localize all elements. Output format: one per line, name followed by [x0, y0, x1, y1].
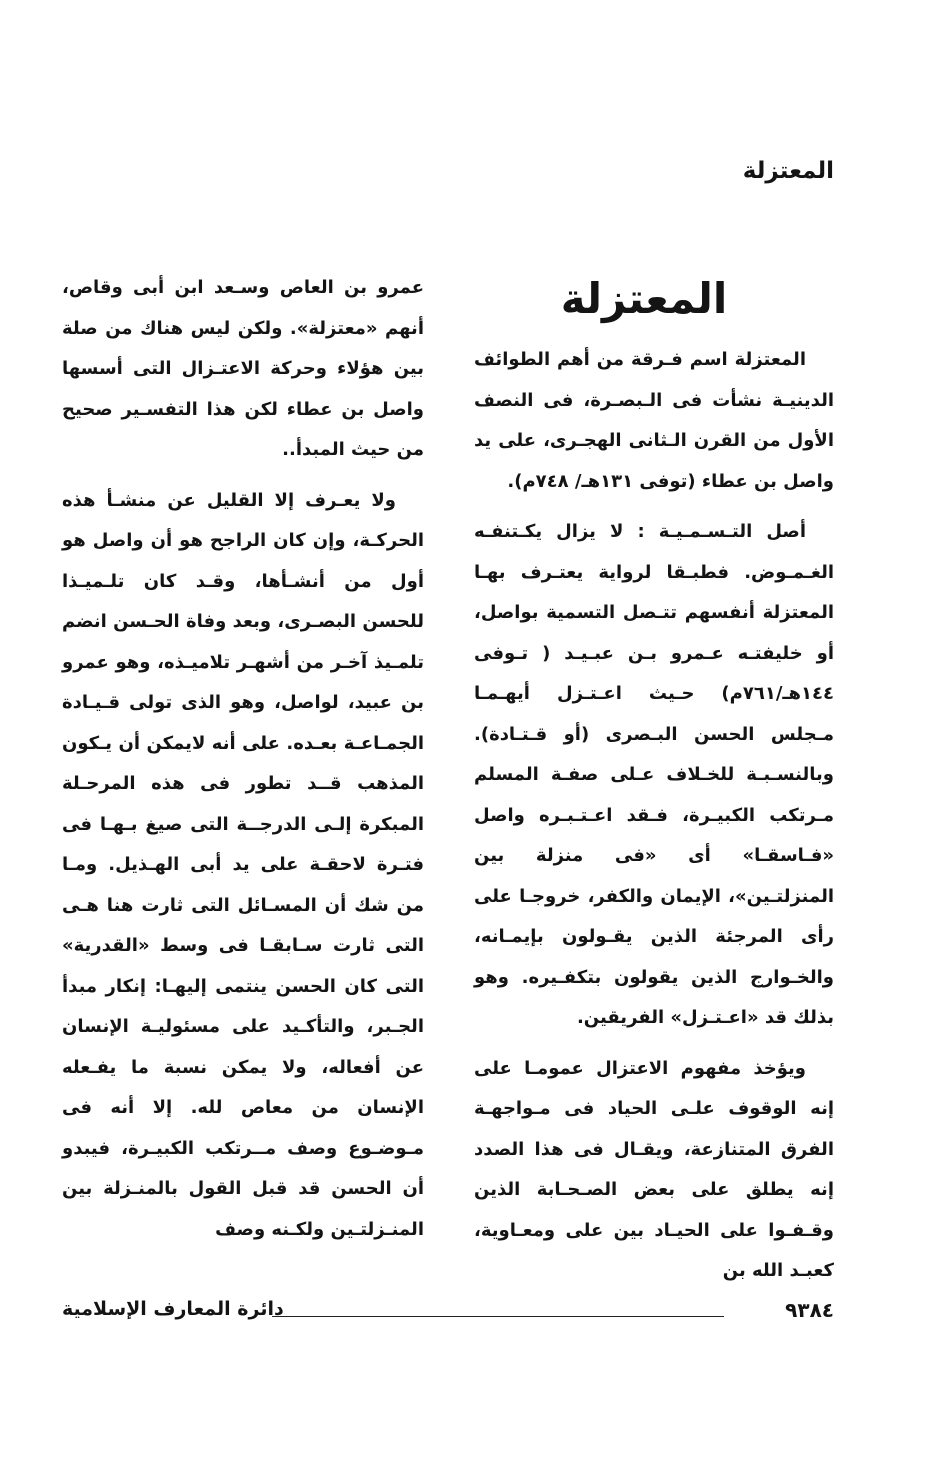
paragraph-naming-origin: أصل التـسـمـيـة : لا يزال يكـتنفـه الغـمـوض. فطبـقا لرواية يعتـرف بهـا المعتزلة أنفسهم تتـصل التسمية بواصل، أو خليفتـه عـمرو بـن عبـيـد ( تـوفى ١٤٤هـ/٧٦١م) حـيث اعـتـزل أيهـمـا مـجلس الحسن البـصرى (أو قـتـادة). وبالنسـبـة للخـلاف عـلى صفـة المسلم مـرتكب الكبيـرة، فـقد اعـتـبـره واصل «فـاسقـا» أى «فى منزلة بين المنزلتـين»، الإيمان والكفر، خروجـا على رأى المرجئة الذين يقـولون بإيمـانه، والخـوارج الذين يقولون بتكفـيره. وهو بذلك قد «اعـتـزل» الفريقين.: [474, 521, 834, 1028]
page-number: ٩٣٨٤: [785, 1298, 834, 1322]
paragraph-concept: ويؤخذ مفهوم الاعتزال عمومـا على إنه الوقوف علـى الحياد فى مـواجهـة الفرق المتنازعة، ويقـال فى هذا الصدد إنه يطلق على بعض الصـحـابة الذين وقـفـوا على الحيـاد بين على ومعـاوية، كعبـد الله بن: [474, 1057, 834, 1281]
paragraph-continuation: عمرو بن العاص وسـعد ابن أبى وقاص، أنهم «معتزلة». ولكن ليس هناك من صلة بين هؤلاء وحركة الاعتـزال التى أسسها واصل بن عطاء لكن هذا التفسـير صحيح من حيث المبدأ..: [62, 277, 424, 460]
publication-title: دائرة المعارف الإسلامية: [62, 1298, 284, 1320]
footer-divider: [272, 1316, 724, 1317]
page-footer: [62, 1298, 834, 1332]
article-title: المعتزلة: [560, 274, 728, 323]
paragraph-movement-origins: ولا يعـرف إلا القليل عن منشـأ هذه الحركـة، وإن كان الراجح هو أن واصل هو أول من أنشـأها، وقـد كان تلـميـذا للحسن البصـرى، وبعد وفاة الحـسن انضم تلمـيذ آخـر من أشهـر تلاميـذه، وهو عمرو بن عبيد، لواصل، وهو الذى تولى قـيـادة الجمـاعـة بعـده. على أنه لايمكن أن يـكون المذهب قــد تطور فى هذه المرحـلة المبكرة إلـى الدرجــة التى صيغ بـهـا فى فتـرة لاحقـة على يد أبى الهـذيل. ومـا من شك أن المسـائل التى ثارت هنا هـى التى ثارت سـابقـا فى وسط «القدرية» التى كان الحسن ينتمى إليهـا: إنكار مبدأ الجـبر، والتأكـيد على مسئوليـة الإنسان عن أفعاله، ولا يمكن نسبة ما يفـعله الإنسان من معاص لله. إلا أنه فى مـوضـوع وصف مــرتكب الكبيـرة، فيبدو أن الحسن قد قبل القول بالمنـزلة بين المنـزلتـين ولكـنه وصف: [62, 489, 424, 1240]
right-column: [474, 268, 834, 1302]
left-column: [62, 268, 424, 1260]
running-head: المعتزلة: [742, 158, 834, 184]
paragraph-definition: المعتزلة اسم فـرقة من أهم الطوائف الدينيـة نشأت فى الـبصـرة، فى النصف الأول من القرن الـثانى الهجـرى، على يد واصل بن عطاء (توفى ١٣١هـ/ ٧٤٨م).: [474, 349, 834, 492]
